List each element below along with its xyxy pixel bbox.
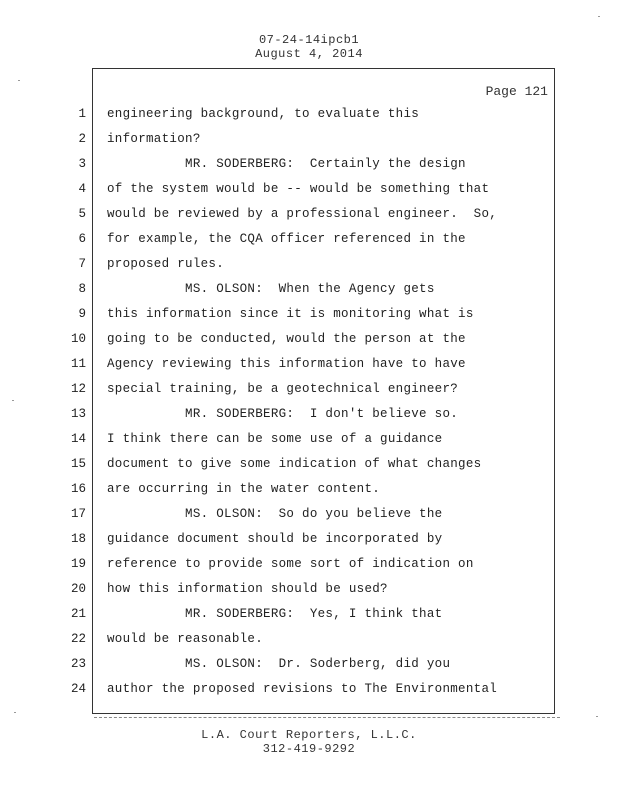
footer-phone: 312-419-9292: [262, 742, 356, 756]
line-text: are occurring in the water content.: [107, 482, 381, 496]
line-number: 11: [70, 357, 86, 371]
line-text: MS. OLSON: Dr. Soderberg, did you: [107, 657, 451, 671]
transcript-line: [0, 256, 618, 281]
line-number: 6: [78, 232, 86, 246]
line-number: 7: [78, 257, 86, 271]
line-text: guidance document should be incorporated by: [107, 532, 443, 546]
transcript-line: [0, 306, 618, 331]
transcript-line: [0, 106, 618, 131]
header-date: August 4, 2014: [255, 47, 363, 61]
transcript-line: [0, 556, 618, 581]
line-number: 8: [78, 282, 86, 296]
line-number: 2: [78, 132, 86, 146]
line-number: 17: [70, 507, 86, 521]
line-number: 20: [70, 582, 86, 596]
transcript-line: [0, 131, 618, 156]
line-number: 1: [78, 107, 86, 121]
page-footer: [0, 728, 618, 756]
transcript-line: [0, 431, 618, 456]
line-number: 5: [78, 207, 86, 221]
line-number: 19: [70, 557, 86, 571]
line-text: would be reviewed by a professional engineer. So,: [107, 207, 498, 221]
line-text: MR. SODERBERG: I don't believe so.: [107, 407, 459, 421]
transcript-line: [0, 531, 618, 556]
transcript-line: [0, 381, 618, 406]
line-text: how this information should be used?: [107, 582, 388, 596]
line-number: 10: [70, 332, 86, 346]
transcript-line: [0, 331, 618, 356]
transcript-line: [0, 681, 618, 706]
transcript-line: [0, 356, 618, 381]
line-text: information?: [107, 132, 201, 146]
line-number: 14: [70, 432, 86, 446]
line-text: would be reasonable.: [107, 632, 264, 646]
transcript-line: [0, 656, 618, 681]
line-number: 16: [70, 482, 86, 496]
line-text: special training, be a geotechnical engineer?: [107, 382, 459, 396]
header-file-name: 07-24-14ipcb1: [258, 33, 360, 47]
scan-speck: [598, 16, 600, 17]
transcript-line: [0, 631, 618, 656]
line-text: MS. OLSON: So do you believe the: [107, 507, 443, 521]
transcript-line: [0, 481, 618, 506]
line-text: reference to provide some sort of indication on: [107, 557, 474, 571]
transcript-line: [0, 506, 618, 531]
line-text: Agency reviewing this information have to have: [107, 357, 466, 371]
line-text: I think there can be some use of a guidance: [107, 432, 443, 446]
line-number: 22: [70, 632, 86, 646]
footer-company: L.A. Court Reporters, L.L.C.: [201, 728, 417, 742]
transcript-line: [0, 456, 618, 481]
line-number: 18: [70, 532, 86, 546]
transcript-line: [0, 581, 618, 606]
line-number: 23: [70, 657, 86, 671]
line-number: 15: [70, 457, 86, 471]
line-text: this information since it is monitoring what is: [107, 307, 474, 321]
line-number: 24: [70, 682, 86, 696]
scan-speck: [596, 716, 598, 717]
line-number: 21: [70, 607, 86, 621]
scan-speck: [14, 712, 16, 713]
transcript-line: [0, 206, 618, 231]
transcript-line: [0, 181, 618, 206]
line-number: 4: [78, 182, 86, 196]
scan-speck: [12, 400, 14, 401]
page-number: Page 121: [485, 84, 548, 99]
line-text: of the system would be -- would be something that: [107, 182, 490, 196]
line-text: MR. SODERBERG: Certainly the design: [107, 157, 466, 171]
line-text: proposed rules.: [107, 257, 225, 271]
line-text: document to give some indication of what changes: [107, 457, 482, 471]
line-text: MR. SODERBERG: Yes, I think that: [107, 607, 443, 621]
line-text: engineering background, to evaluate this: [107, 107, 420, 121]
line-text: MS. OLSON: When the Agency gets: [107, 282, 435, 296]
line-text: for example, the CQA officer referenced in the: [107, 232, 466, 246]
line-number: 13: [70, 407, 86, 421]
line-text: author the proposed revisions to The Environmental: [107, 682, 498, 696]
transcript-line: [0, 281, 618, 306]
page-header: [0, 33, 618, 61]
transcript-line: [0, 406, 618, 431]
line-number: 9: [78, 307, 86, 321]
transcript-line: [0, 606, 618, 631]
frame-bottom-edge: [94, 714, 560, 718]
line-number: 12: [70, 382, 86, 396]
transcript-line: [0, 156, 618, 181]
scan-speck: [18, 80, 20, 81]
line-text: going to be conducted, would the person at the: [107, 332, 466, 346]
line-number: 3: [78, 157, 86, 171]
transcript-line: [0, 231, 618, 256]
